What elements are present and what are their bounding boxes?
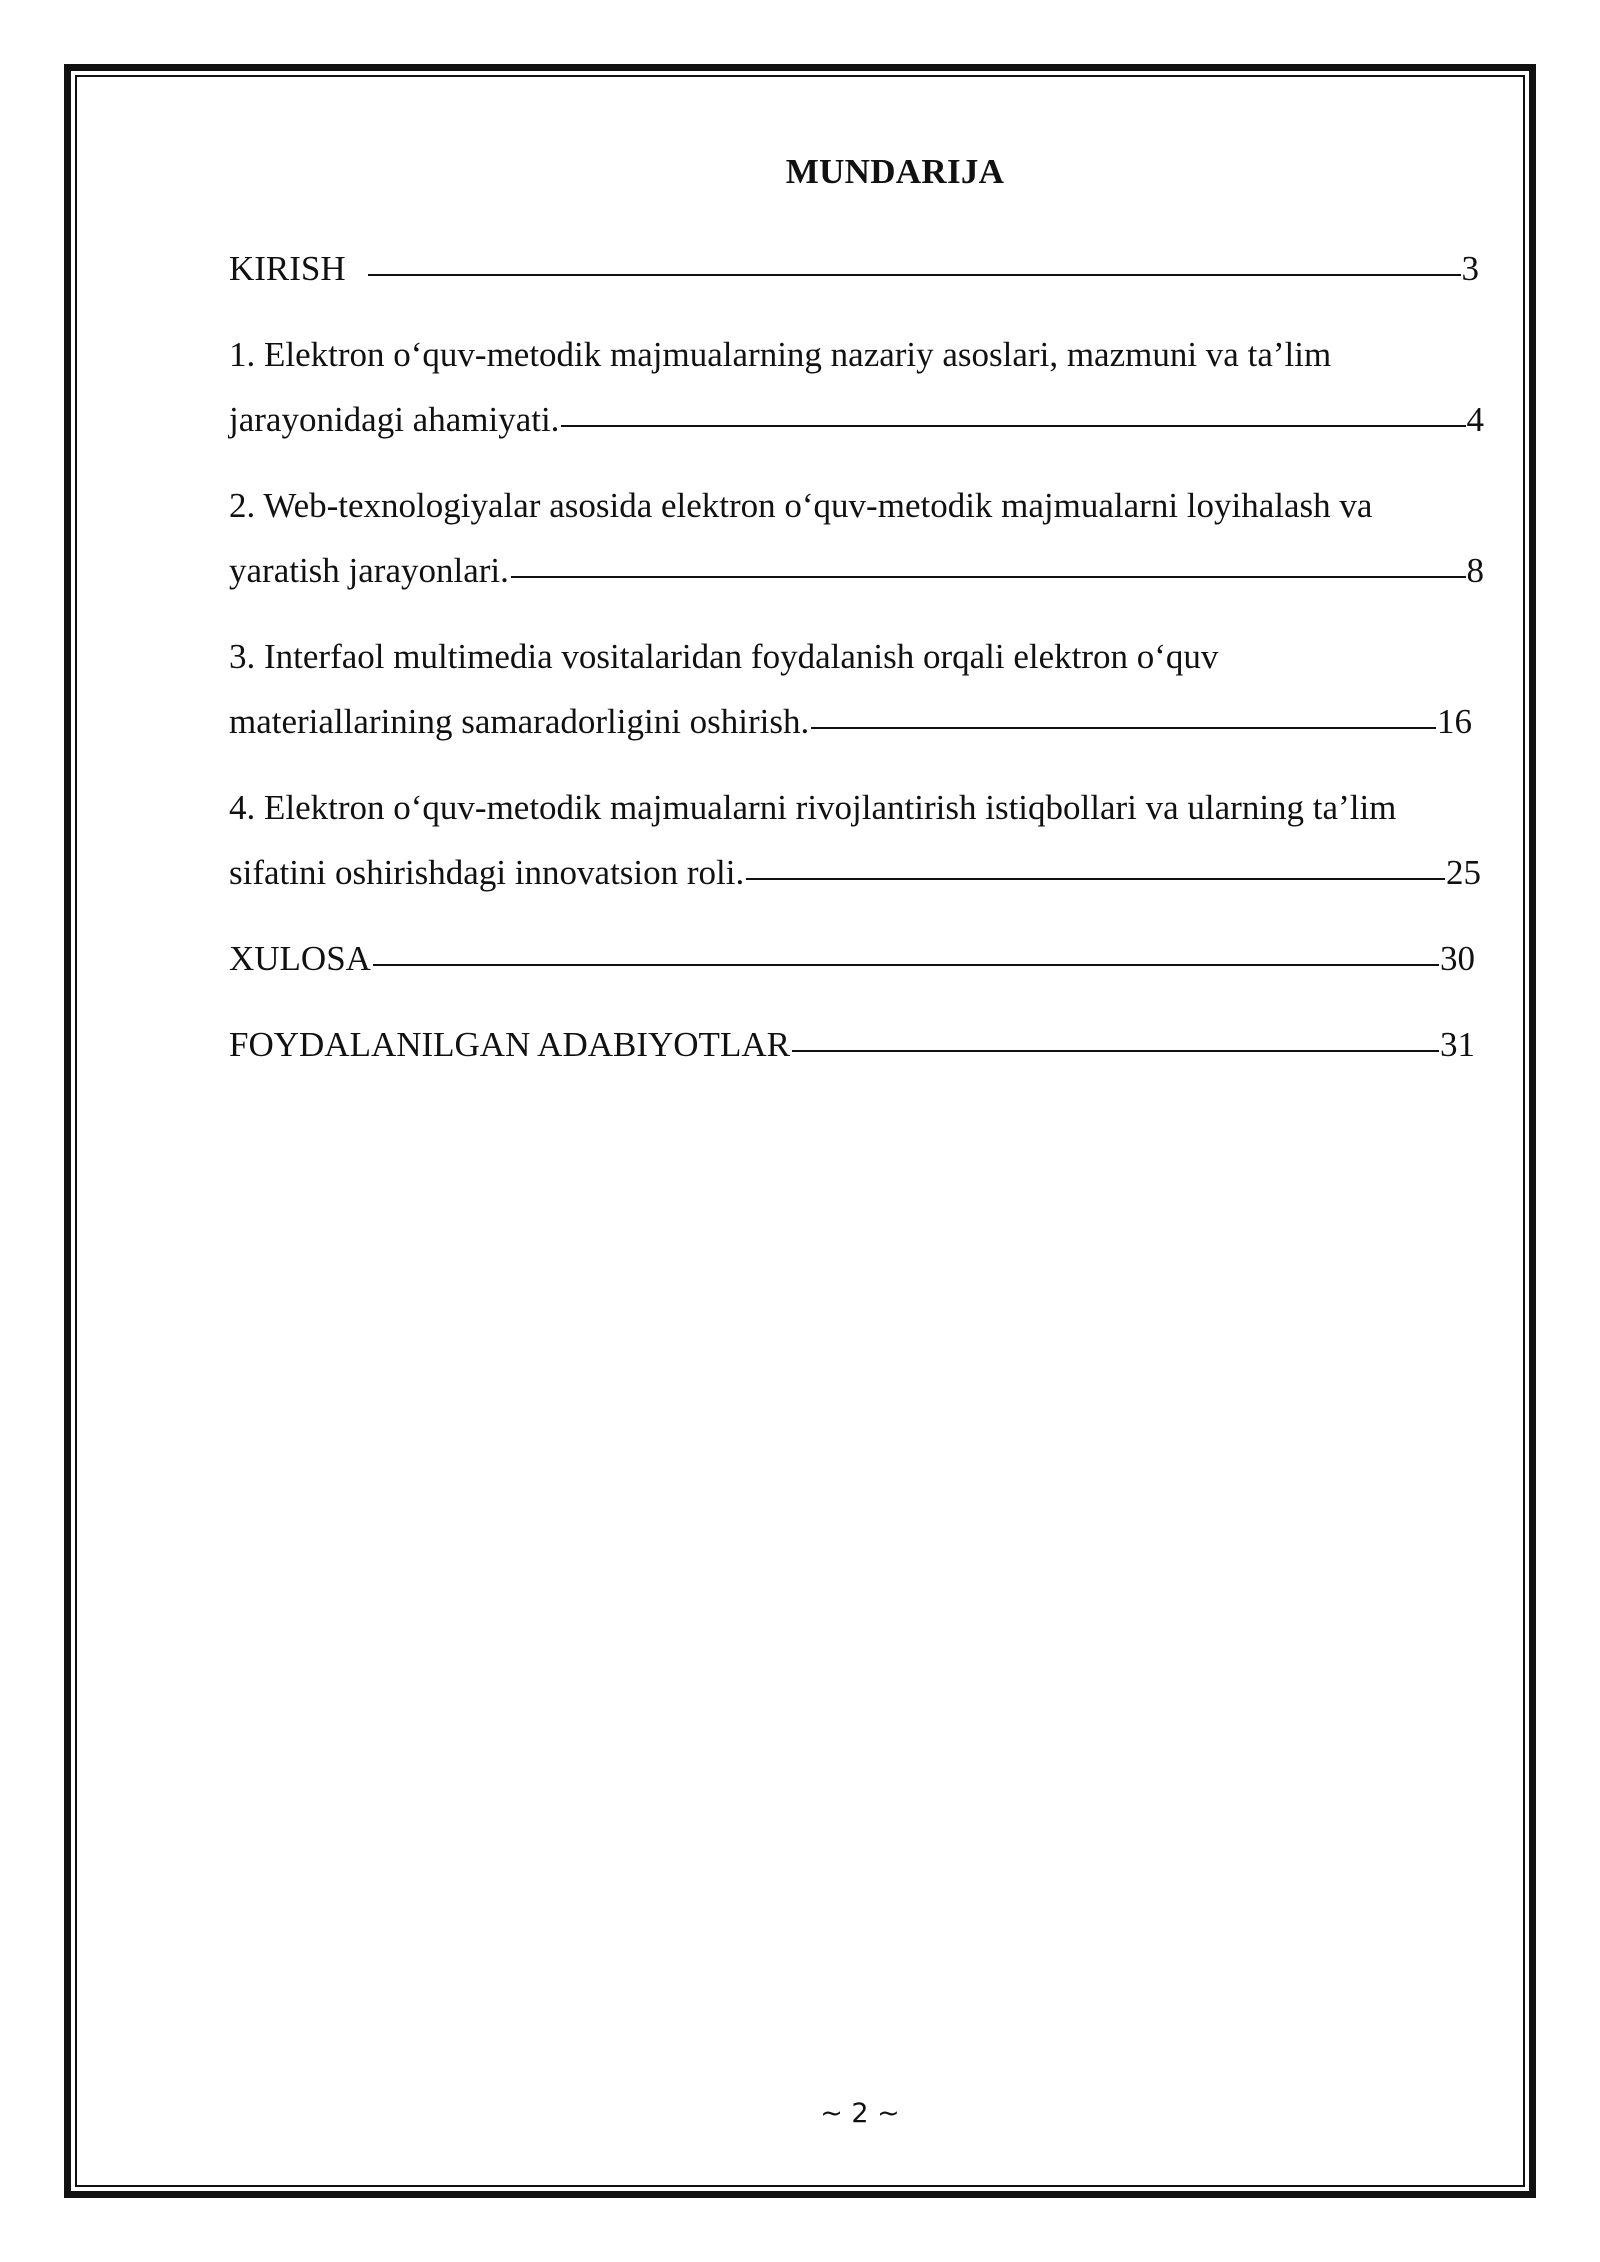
toc-entry-label-cont: materiallarining samaradorligini oshirish. xyxy=(229,702,810,741)
toc-entry-label-cont: sifatini oshirishdagi innovatsion roli. xyxy=(229,853,745,892)
toc-entry-page: 30 xyxy=(1440,939,1475,978)
dot-leader xyxy=(368,274,1460,276)
dot-leader xyxy=(511,576,1466,578)
toc-entry-label: FOYDALANILGAN ADABIYOTLAR xyxy=(229,1025,790,1064)
toc-entry-page: 4 xyxy=(1466,400,1484,439)
toc-entry-page: 31 xyxy=(1440,1025,1475,1064)
toc-entry-page: 16 xyxy=(1437,702,1472,741)
dot-leader xyxy=(746,878,1445,880)
toc-entry-label-cont: yaratish jarayonlari. xyxy=(229,551,509,590)
toc-entry-label: 4. Elektron o‘quv-metodik majmualarni rivojlantirish istiqbollari va ularning ta’lim xyxy=(229,788,1397,827)
dot-leader xyxy=(811,727,1436,729)
toc-entry-label: 3. Interfaol multimedia vositalaridan foydalanish orqali elektron o‘quv xyxy=(229,637,1219,676)
dot-leader xyxy=(561,425,1465,427)
page-number: ~ 2 ~ xyxy=(820,2098,900,2129)
toc-entry-adabiyotlar xyxy=(229,1012,1479,1077)
toc-entry-section-2 xyxy=(229,473,1484,603)
toc-entry-label: XULOSA xyxy=(229,939,371,978)
toc-entry-kirish xyxy=(229,236,1479,301)
toc-entry-page: 3 xyxy=(1461,249,1479,288)
toc-entry-label: 2. Web-texnologiyalar asosida elektron o‘quv-metodik majmualarni loyihalash va xyxy=(229,486,1373,525)
page-title: MUNDARIJA xyxy=(785,152,1005,191)
toc-entry-label-cont: jarayonidagi ahamiyati. xyxy=(229,400,560,439)
dot-leader xyxy=(792,1050,1439,1052)
toc-entry-label: 1. Elektron o‘quv-metodik majmualarning nazariy asoslari, mazmuni va ta’lim xyxy=(229,335,1332,374)
toc-entry-page: 25 xyxy=(1446,853,1481,892)
toc-entry-page: 8 xyxy=(1466,551,1484,590)
toc-entry-section-3 xyxy=(229,624,1479,754)
table-of-contents xyxy=(229,236,1484,1077)
toc-entry-section-1 xyxy=(229,322,1484,452)
toc-entry-xulosa xyxy=(229,926,1479,991)
toc-entry-section-4 xyxy=(229,775,1479,905)
dot-leader xyxy=(373,964,1439,966)
toc-entry-label: KIRISH xyxy=(229,249,355,288)
